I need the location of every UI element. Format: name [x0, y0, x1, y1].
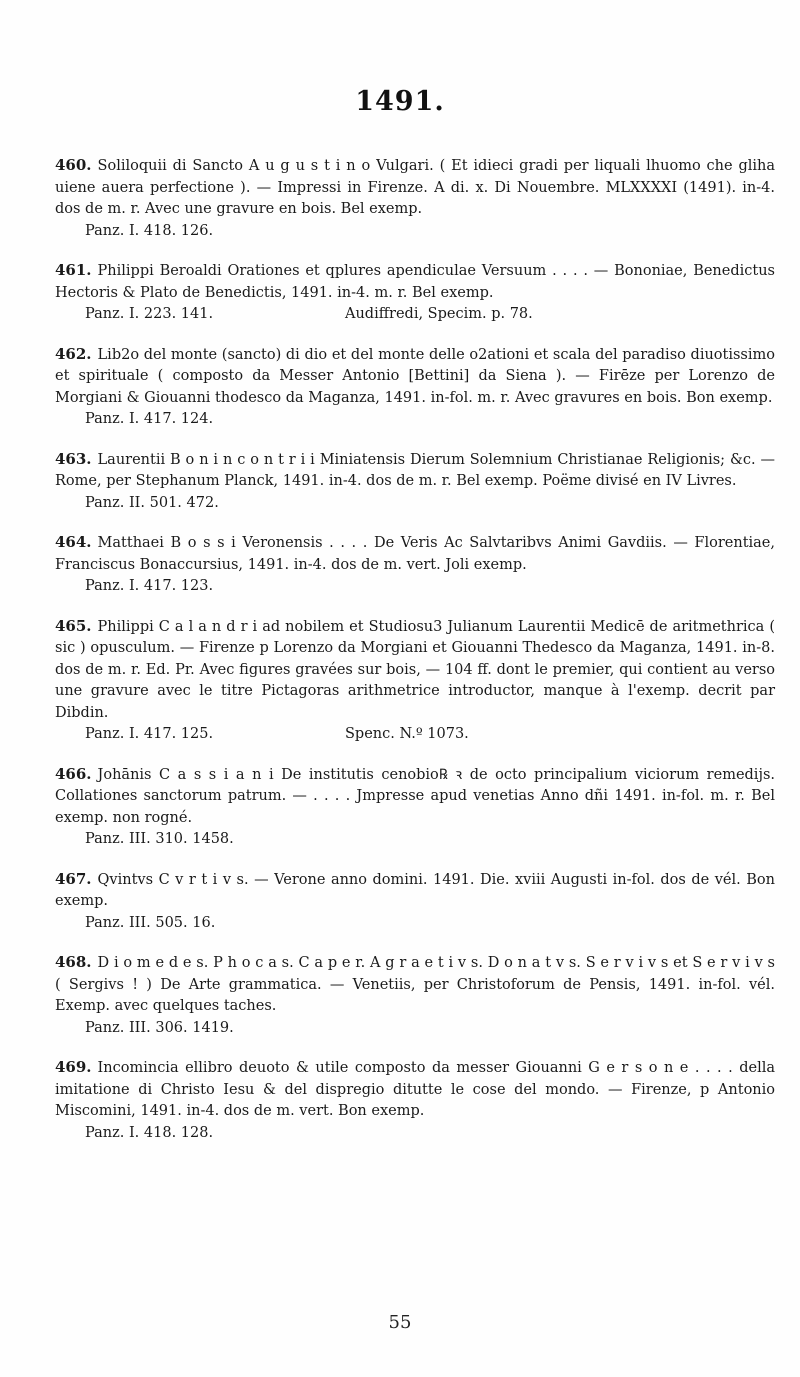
- entry-references: [55, 1018, 775, 1040]
- catalogue-entry: [55, 764, 775, 851]
- entry-references: [55, 829, 775, 851]
- entry-references: [55, 576, 775, 598]
- entry-description: Qvintvs C v r t i v s. — Verone anno domini. 1491. Die. xviii Augusti in-fol. dos de vél. Bon exemp.: [55, 871, 775, 909]
- entry-description: Johānis C a s s i a n i De institutis cenobio℞ ꝛ de octo principalium viciorum remedijs. Collationes sanctorum patrum. — . . . . Jmpresse apud venetias Anno dñi 1491. in-fol. m. r. Bel exemp. non rogné.: [55, 766, 775, 826]
- entry-number: 464.: [55, 533, 92, 551]
- catalogue-entry: [55, 155, 775, 242]
- entry-description: Laurentii B o n i n c o n t r i i Miniatensis Dierum Solemnium Christianae Religionis; &c. — Rome, per Stephanum Planck, 1491. in-4. dos de m. r. Bel exemp. Poëme divisé en IV Livres.: [55, 451, 775, 489]
- entry-description: Lib2o del monte (sancto) di dio et del monte delle o2ationi et scala del paradiso diuotissimo et spirituale ( composto da Messer Antonio [Bettini] da Siena ). — Firēze per Lorenzo de Morgiani & Giouanni thodesco da Maganza, 1491. in-fol. m. r. Avec gravures en bois. Bon exemp.: [55, 346, 775, 406]
- entry-references: [55, 493, 775, 515]
- entry-references: [55, 409, 775, 431]
- panzer-reference: Panz. I. 418. 128.: [85, 1124, 214, 1141]
- entry-number: 463.: [55, 449, 92, 468]
- catalogue-entry: [55, 449, 775, 515]
- entry-number: 461.: [55, 261, 92, 279]
- entry-list: [55, 155, 775, 1162]
- entry-number: 469.: [55, 1058, 92, 1076]
- entry-description: Philippi Beroaldi Orationes et qplures apendiculae Versuum . . . . — Bononiae, Benedictus Hectoris & Plato de Benedictis, 1491. in-4. m. r. Bel exemp.: [55, 263, 775, 301]
- entry-description: Soliloquii di Sancto A u g u s t i n o Vulgari. ( Et idieci gradi per liquali lhuomo che gliha uiene auera perfectione ). — Impressi in Firenze. A di. x. Di Nouembre. MLXXXXI (1491). in-4. dos de m. r. Avec une gravure en bois. Bel exemp.: [55, 158, 775, 217]
- running-head-year: 1491.: [355, 86, 445, 117]
- panzer-reference: Panz. III. 310. 1458.: [85, 831, 234, 847]
- catalogue-entry: [55, 344, 775, 431]
- entry-number: 465.: [55, 616, 92, 635]
- panzer-reference: Panz. III. 306. 1419.: [85, 1019, 234, 1036]
- entry-number: 460.: [55, 156, 92, 174]
- secondary-reference: Spenc. N.º 1073.: [345, 726, 469, 742]
- panzer-reference: Panz. I. 417. 125.: [85, 726, 214, 742]
- panzer-reference: Panz. I. 418. 126.: [85, 222, 214, 239]
- entry-references: [55, 221, 775, 243]
- panzer-reference: Panz. III. 505. 16.: [85, 914, 216, 931]
- catalogue-entry: [55, 1057, 775, 1144]
- entry-number: 466.: [55, 764, 92, 783]
- catalogue-entry: [55, 260, 775, 326]
- entry-description: Philippi C a l a n d r i ad nobilem et Studiosu3 Julianum Laurentii Medicē de aritmethrica ( sic ) opusculum. — Firenze p Lorenzo da Morgiani et Giouanni Thedesco da Maganza, 1491. in-8. dos de m. r. Ed. Pr. Avec figures gravées sur bois, — 104 ff. dont le premier, qui contient au verso une gravure avec le titre Pictagoras arithmetrice introductor, manque à l'exemp. decrit par Dibdin.: [55, 618, 775, 721]
- panzer-reference: Panz. I. 417. 123.: [85, 578, 214, 594]
- secondary-reference: Audiffredi, Specim. p. 78.: [345, 306, 533, 322]
- entry-description: Incomincia ellibro deuoto & utile composto da messer Giouanni G e r s o n e . . . . della imitatione di Christo Iesu & del dispregio ditutte le cose del mondo. — Firenze, p Antonio Miscomini, 1491. in-4. dos de m. vert. Bon exemp.: [55, 1060, 775, 1119]
- panzer-reference: Panz. I. 417. 124.: [85, 411, 214, 427]
- entry-number: 467.: [55, 869, 92, 888]
- entry-references: [55, 304, 775, 326]
- panzer-reference: Panz. II. 501. 472.: [85, 494, 219, 511]
- catalogue-entry: [55, 532, 775, 598]
- panzer-reference: Panz. I. 223. 141.: [85, 306, 214, 322]
- catalogue-entry: [55, 616, 775, 746]
- entry-number: 468.: [55, 953, 92, 971]
- entry-references: [55, 724, 775, 746]
- entry-description: Matthaei B o s s i Veronensis . . . . De Veris Ac Salvtaribvs Animi Gavdiis. — Florentiae, Franciscus Bonaccursius, 1491. in-4. dos de m. vert. Joli exemp.: [55, 535, 775, 573]
- entry-number: 462.: [55, 344, 92, 363]
- entry-references: [55, 913, 775, 935]
- entry-references: [55, 1123, 775, 1145]
- catalogue-entry: [55, 952, 775, 1039]
- catalogue-entry: [55, 869, 775, 935]
- page-number: 55: [388, 1312, 412, 1333]
- entry-description: D i o m e d e s. P h o c a s. C a p e r. A g r a e t i v s. D o n a t v s. S e r v i v s et S e r v i v s ( Sergivs ! ) De Arte grammatica. — Venetiis, per Christoforum de Pensis, 1491. in-fol. vél. Exemp. avec quelques taches.: [55, 955, 775, 1014]
